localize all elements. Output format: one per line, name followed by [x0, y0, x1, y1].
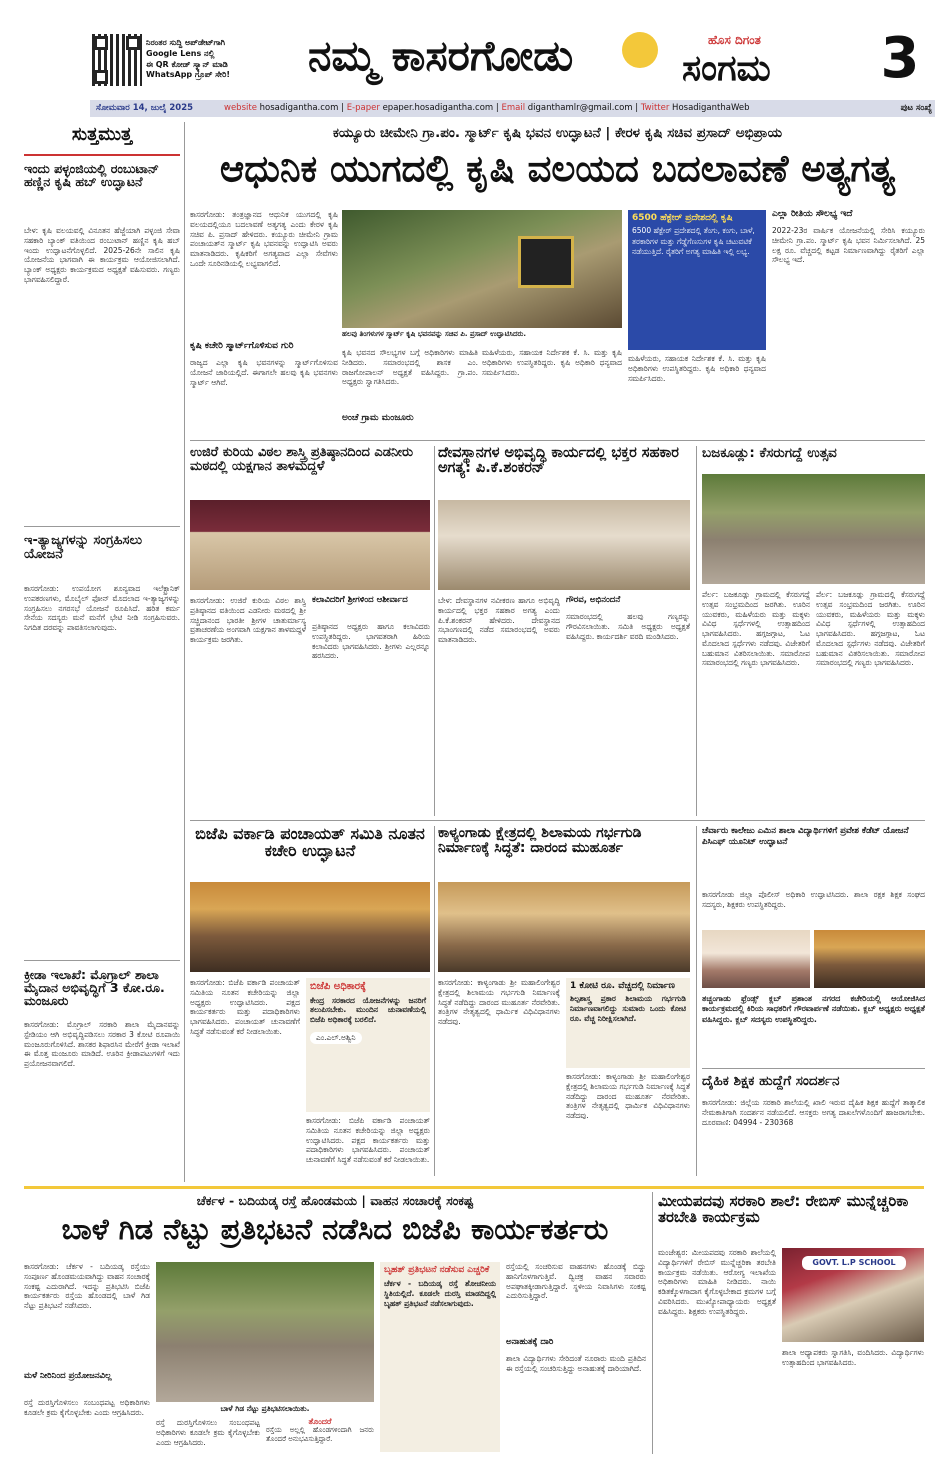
qr-code[interactable]: [92, 34, 142, 86]
contact-strip: website hosadigantha.com | E-paper epaper.hosadigantha.com | Email diganthamlr@gmail.com | Twitter HosadiganthaWeb: [224, 103, 750, 113]
story-photo: [814, 930, 925, 988]
photo-caption: ಹಲವು ತಿಂಗಳುಗಳ ಸ್ಮಾರ್ಟ್ ಕೃಷಿ ಭವನವನ್ನು ಸಚಿವ ಪಿ. ಪ್ರಸಾದ್ ಉದ್ಘಾಟಿಸಿದರು.: [342, 330, 527, 338]
story-temple: [438, 446, 690, 816]
story-body: ರಸ್ತೆ ದುರಸ್ತಿಗೊಳಿಸಲು ಸಂಬಂಧಪಟ್ಟ ಅಧಿಕಾರಿಗಳು ಕೂಡಲೇ ಕ್ರಮ ಕೈಗೊಳ್ಳಬೇಕು ಎಂದು ಆಗ್ರಹಿಸಿದರು.: [156, 1418, 260, 1447]
column-rule: [696, 826, 697, 1176]
story-photo: [438, 882, 690, 972]
story-body: ತಚ್ಚಂಗಾಡು ಫ್ರೆಂಡ್ಸ್ ಕ್ಲಬ್ ಪ್ರಶಾಂತ ನಗರದ ಕಚೇರಿಯಲ್ಲಿ ಆಯೋಜಿಸಿದ ಕಾರ್ಯಕ್ರಮದಲ್ಲಿ ಕಿರಿಯ ಸಾಧಕರಿಗೆ ಗೌರವಾರ್ಪಣೆ ನಡೆಯಿತು. ಕ್ಲಬ್ ಅಧ್ಯಕ್ಷರು ಅಧ್ಯಕ್ಷತೆ ವಹಿಸಿದ್ದರು. ಕ್ಲಬ್ ಸದಸ್ಯರು ಉಪಸ್ಥಿತರಿದ್ದರು.: [702, 994, 925, 1024]
story-headline: ಬಾಳೆ ಗಿಡ ನೆಟ್ಟು ಪ್ರತಿಭಟನೆ ನಡೆಸಿದ ಬಿಜೆಪಿ ಕಾರ್ಯಕರ್ತರು: [61, 1214, 609, 1246]
epaper-link[interactable]: epaper.hosadigantha.com: [382, 103, 494, 113]
story-body: ರಸ್ತೆಯಲ್ಲಿ ಸಂಚರಿಸುವ ವಾಹನಗಳು ಹೊಂಡಕ್ಕೆ ಬಿದ್ದು ಹಾನಿಗೊಳಗಾಗುತ್ತಿವೆ. ದ್ವಿಚಕ್ರ ವಾಹನ ಸವಾರರು ಅಪಘಾತಕ್ಕೀಡಾಗುತ್ತಿದ್ದಾರೆ. ಸ್ಥಳೀಯ ನಿವಾಸಿಗಳು ಸಂಕಷ್ಟ ಎದುರಿಸುತ್ತಿದ್ದಾರೆ.: [506, 1262, 646, 1301]
story-body: ಮಂಜೇಶ್ವರ: ಮೀಯಪದವು ಸರಕಾರಿ ಶಾಲೆಯಲ್ಲಿ ವಿದ್ಯಾರ್ಥಿಗಳಿಗೆ ರೇಬಿಸ್ ಮುನ್ನೆಚ್ಚರಿಕಾ ತರಬೇತಿ ಕಾರ್ಯಕ್ರಮ ನಡೆಯಿತು. ಆರೋಗ್ಯ ಇಲಾಖೆಯ ಅಧಿಕಾರಿಗಳು ಮಾಹಿತಿ ನೀಡಿದರು. ನಾಯಿ ಕಡಿತಕ್ಕೊಳಗಾದಾಗ ಕೈಗೊಳ್ಳಬೇಕಾದ ಕ್ರಮಗಳ ಬಗ್ಗೆ ವಿವರಿಸಿದರು. ಮುಖ್ಯೋಪಾಧ್ಯಾಯರು ಅಧ್ಯಕ್ಷತೆ ವಹಿಸಿದ್ದರು. ಶಿಕ್ಷಕರು ಉಪಸ್ಥಿತರಿದ್ದರು.: [658, 1248, 776, 1316]
story-cadet: [702, 826, 925, 926]
brand-small: ಹೊಸ ದಿಗಂತ: [708, 34, 761, 47]
column-rule: [652, 1192, 653, 1454]
qr-note-line: ಈ QR ಕೋಡ್ ಸ್ಕ್ಯಾನ್ ಮಾಡಿ: [146, 59, 228, 69]
story-kesaru: [702, 446, 925, 816]
story-subhead: ಗೌರವ, ಅಭಿನಂದನೆ: [566, 596, 621, 605]
website-label: website: [224, 103, 257, 113]
page-label: ಪುಟ ಸಂಖ್ಯೆ: [900, 103, 932, 113]
twitter-label: Twitter: [640, 103, 670, 113]
story-body: ಕಾಸರಗೋಡು: ಕಾಳ್ಯಂಗಾಡು ಶ್ರೀ ಮಹಾಲಿಂಗೇಶ್ವರ ಕ್ಷೇತ್ರದಲ್ಲಿ ಶಿಲಾಮಯ ಗರ್ಭಗುಡಿ ನಿರ್ಮಾಣಕ್ಕೆ ಸಿದ್ಧತೆ ನಡೆದಿದ್ದು ದಾರಂದ ಮುಹೂರ್ತ ನೆರವೇರಿತು. ತಂತ್ರಿಗಳ ನೇತೃತ್ವದಲ್ಲಿ ಧಾರ್ಮಿಕ ವಿಧಿವಿಧಾನಗಳು ನಡೆದವು.: [566, 1072, 690, 1120]
story-headline: ಕಾಳ್ಯಂಗಾಡು ಕ್ಷೇತ್ರದಲ್ಲಿ ಶಿಲಾಮಯ ಗರ್ಭಗುಡಿ ನಿರ್ಮಾಣಕ್ಕೆ ಸಿದ್ಧತೆ: ದಾರಂದ ಮುಹೂರ್ತ: [438, 826, 642, 856]
sidebar: [24, 122, 180, 1182]
story-body: ಕಾಸರಗೋಡು: ಬಿಜೆಪಿ ವರ್ಕಾಡಿ ಪಂಚಾಯತ್ ಸಮಿತಿಯ ನೂತನ ಕಚೇರಿಯನ್ನು ಜಿಲ್ಲಾ ಅಧ್ಯಕ್ಷರು ಉದ್ಘಾಟಿಸಿದರು. ಪಕ್ಷದ ಕಾರ್ಯಕರ್ತರು ಮತ್ತು ಪದಾಧಿಕಾರಿಗಳು ಭಾಗವಹಿಸಿದರು. ಪಂಚಾಯತ್ ಚುನಾವಣೆಗೆ ಸಿದ್ಧತೆ ನಡೆಸುವಂತೆ ಕರೆ ನೀಡಲಾಯಿತು.: [190, 978, 300, 1036]
story-body: ಶಾಲಾ ಅಧ್ಯಾಪಕರು ಸ್ವಾಗತಿಸಿ, ವಂದಿಸಿದರು. ವಿದ್ಯಾರ್ಥಿಗಳು ಉತ್ಸಾಹದಿಂದ ಭಾಗವಹಿಸಿದರು.: [782, 1348, 924, 1367]
dot-box-body: ರಸ್ತೆಯ ಅಲ್ಲಲ್ಲಿ ಹೊಂಡಗಳಿಂದಾಗಿ ಜನರು ತೊಂದರೆ ಅನುಭವಿಸುತ್ತಿದ್ದಾರೆ.: [266, 1426, 374, 1444]
sidebar-body: ಕಾಸರಗೋಡು: ಮೊಗ್ರಾಲ್ ಸರಕಾರಿ ಶಾಲಾ ಮೈದಾನವನ್ನು ಸ್ಟೇಡಿಯಂ ಆಗಿ ಅಭಿವೃದ್ಧಿಪಡಿಸಲು ಸರಕಾರ 3 ಕೋಟಿ ರೂಪಾಯಿ ಮಂಜೂರುಗೊಳಿಸಿದೆ. ಶಾಸಕರ ಶಿಫಾರಸಿನ ಮೇರೆಗೆ ಕ್ರೀಡಾ ಇಲಾಖೆ ಈ ಮೊತ್ತ ಮಂಜೂರು ಮಾಡಿದೆ. ಊರಿನ ಕ್ರೀಡಾಪಟುಗಳಿಗೆ ಇದು ಪ್ರಯೋಜನವಾಗಲಿದೆ.: [24, 1020, 180, 1068]
story-body: ಪೆರ್ಲ: ಬಜಕೂಡ್ಲು ಗ್ರಾಮದಲ್ಲಿ ಕೆಸರುಗದ್ದೆ ಉತ್ಸವ ಸಂಭ್ರಮದಿಂದ ಜರಗಿತು. ಊರಿನ ಯುವಕರು, ಮಹಿಳೆಯರು ಮತ್ತು ಮಕ್ಕಳು ವಿವಿಧ ಸ್ಪರ್ಧೆಗಳಲ್ಲಿ ಉತ್ಸಾಹದಿಂದ ಭಾಗವಹಿಸಿದರು. ಹಗ್ಗಜಗ್ಗಾಟ, ಓಟ ಮೊದಲಾದ ಸ್ಪರ್ಧೆಗಳು ನಡೆದವು. ವಿಜೇತರಿಗೆ ಬಹುಮಾನ ವಿತರಿಸಲಾಯಿತು. ಸಮಾರೋಪ ಸಮಾರಂಭದಲ್ಲಿ ಗಣ್ಯರು ಭಾಗವಹಿಸಿದರು.: [816, 590, 925, 668]
sidebar-headline: ಇಂದು ಪಳ್ಳಂಜಿಯಲ್ಲಿ ರಂಬುಟಾನ್ ಹಣ್ಣಿನ ಕೃಷಿ ಹಬ್ ಉದ್ಘಾಟನೆ: [24, 162, 159, 190]
quote-box-body: ಕೇಂದ್ರ ಸರಕಾರದ ಯೋಜನೆಗಳನ್ನು ಜನರಿಗೆ ತಲುಪಿಸಬೇಕು. ಮುಂದಿನ ಚುನಾವಣೆಯಲ್ಲಿ ಬಿಜೆಪಿ ಅಧಿಕಾರಕ್ಕೆ ಬರಲಿದೆ.: [310, 995, 426, 1024]
lead-subhead: ಕೃಷಿ ಕಚೇರಿ ಸ್ಮಾರ್ಟ್‌ಗೊಳಿಸುವ ಗುರಿ: [190, 342, 294, 351]
lead-body: ಮಹಿಳೆಯರು, ಸಹಾಯಕ ನಿರ್ದೇಶಕ ಕೆ. ಸಿ. ಮತ್ತು ಕೃಷಿ ಅಧಿಕಾರಿಗಳು ಉಪಸ್ಥಿತರಿದ್ದರು. ಕೃಷಿ ಅಧಿಕಾರಿ ಧನ್ಯವಾದ ಸಮರ್ಪಿಸಿದರು.: [482, 348, 622, 377]
website-link[interactable]: hosadigantha.com: [259, 103, 339, 113]
date-bar: [90, 100, 935, 117]
school-banner: GOVT. L.P SCHOOL: [802, 1256, 906, 1270]
masthead: [0, 0, 945, 100]
story-photo: [702, 474, 925, 584]
sidebar-headline: ಕ್ರೀಡಾ ಇಲಾಖೆ: ಮೊಗ್ರಾಲ್ ಶಾಲಾ ಮೈದಾನ ಅಭಿವೃದ್ಧಿಗೆ 3 ಕೋ.ರೂ. ಮಂಜೂರು: [24, 968, 165, 1009]
lead-headline: ಆಧುನಿಕ ಯುಗದಲ್ಲಿ ಕೃಷಿ ವಲಯದ ಬದಲಾವಣೆ ಅತ್ಯಗತ್ಯ: [219, 150, 896, 190]
story-body: ಕಾಸರಗೋಡು: ಬಿಜೆಪಿ ವರ್ಕಾಡಿ ಪಂಚಾಯತ್ ಸಮಿತಿಯ ನೂತನ ಕಚೇರಿಯನ್ನು ಜಿಲ್ಲಾ ಅಧ್ಯಕ್ಷರು ಉದ್ಘಾಟಿಸಿದರು. ಪಕ್ಷದ ಕಾರ್ಯಕರ್ತರು ಮತ್ತು ಪದಾಧಿಕಾರಿಗಳು ಭಾಗವಹಿಸಿದರು. ಪಂಚಾಯತ್ ಚುನಾವಣೆಗೆ ಸಿದ್ಧತೆ ನಡೆಸುವಂತೆ ಕರೆ ನೀಡಲಾಯಿತು.: [306, 1116, 430, 1164]
lead-body: 2022-23ರ ವಾರ್ಷಿಕ ಯೋಜನೆಯಲ್ಲಿ ಸೇರಿಸಿ ಕಯ್ಯೂರು ಚೀಮೇನಿ ಗ್ರಾ.ಪಂ. ಸ್ಮಾರ್ಟ್ ಕೃಷಿ ಭವನ ನಿರ್ಮಿಸಲಾಗಿದೆ. 25 ಲಕ್ಷ ರೂ. ವೆಚ್ಚದಲ್ಲಿ ಕಟ್ಟಡ ನಿರ್ಮಾಣವಾಗಿದ್ದು ರೈತರಿಗೆ ಎಲ್ಲಾ ಸೌಲಭ್ಯ ಇದೆ.: [772, 226, 925, 265]
alert-box: [380, 1262, 500, 1452]
column-rule: [696, 446, 697, 816]
lead-story: [190, 122, 925, 437]
divider: [190, 440, 925, 441]
story-body: ಶಾಲಾ ವಿದ್ಯಾರ್ಥಿಗಳು ಸೇರಿದಂತೆ ನೂರಾರು ಮಂದಿ ಪ್ರತಿದಿನ ಈ ರಸ್ತೆಯಲ್ಲಿ ಸಂಚರಿಸುತ್ತಿದ್ದು ಅನಾಹುತಕ್ಕೆ ದಾರಿಯಾಗಿದೆ.: [506, 1354, 646, 1373]
column-rule: [434, 826, 435, 1176]
qr-note-line: Google Lens ನಲ್ಲಿ: [146, 48, 215, 58]
dot-box: [266, 1418, 374, 1452]
lead-body: ಮಹಿಳೆಯರು, ಸಹಾಯಕ ನಿರ್ದೇಶಕ ಕೆ. ಸಿ. ಮತ್ತು ಕೃಷಿ ಅಧಿಕಾರಿಗಳು ಉಪಸ್ಥಿತರಿದ್ದರು. ಕೃಷಿ ಅಧಿಕಾರಿ ಧನ್ಯವಾದ ಸಮರ್ಪಿಸಿದರು.: [628, 354, 766, 383]
story-headline: ದೈಹಿಕ ಶಿಕ್ಷಕ ಹುದ್ದೆಗೆ ಸಂದರ್ಶನ: [702, 1074, 840, 1089]
story-subhead: ಅನಾಹುತಕ್ಕೆ ದಾರಿ: [506, 1338, 554, 1347]
divider: [702, 1068, 925, 1069]
story-body: ಕಾಸರಗೋಡು: ಉಜಿರೆ ಕುರಿಯ ವಿಠಲ ಶಾಸ್ತ್ರಿ ಪ್ರತಿಷ್ಠಾನದ ವತಿಯಿಂದ ಎಡನೀರು ಮಠದಲ್ಲಿ ಶ್ರೀ ಸಚ್ಚಿದಾನಂದ ಭಾರತೀ ಶ್ರೀಗಳ ಚಾತುರ್ಮಾಸ್ಯ ವ್ರತಾಚರಣೆಯ ಅಂಗವಾಗಿ ಯಕ್ಷಗಾನ ತಾಳಮದ್ದಳೆ ಕಾರ್ಯಕ್ರಮ ಜರಗಿತು.: [190, 596, 306, 644]
story-headline: ಬಜಕೂಡ್ಲು: ಕೆಸರುಗದ್ದೆ ಉತ್ಸವ: [702, 446, 837, 461]
story-headline: ಉಜಿರೆ ಕುರಿಯ ವಿಠಲ ಶಾಸ್ತ್ರಿ ಪ್ರತಿಷ್ಠಾನದಿಂದ ಎಡನೀರು ಮಠದಲ್ಲಿ ಯಕ್ಷಗಾನ ತಾಳಮದ್ದಳೆ: [190, 446, 413, 474]
column-rule: [184, 122, 185, 1182]
story-body: ಪೆರ್ಲ: ಬಜಕೂಡ್ಲು ಗ್ರಾಮದಲ್ಲಿ ಕೆಸರುಗದ್ದೆ ಉತ್ಸವ ಸಂಭ್ರಮದಿಂದ ಜರಗಿತು. ಊರಿನ ಯುವಕರು, ಮಹಿಳೆಯರು ಮತ್ತು ಮಕ್ಕಳು ವಿವಿಧ ಸ್ಪರ್ಧೆಗಳಲ್ಲಿ ಉತ್ಸಾಹದಿಂದ ಭಾಗವಹಿಸಿದರು. ಹಗ್ಗಜಗ್ಗಾಟ, ಓಟ ಮೊದಲಾದ ಸ್ಪರ್ಧೆಗಳು ನಡೆದವು. ವಿಜೇತರಿಗೆ ಬಹುಮಾನ ವಿತರಿಸಲಾಯಿತು. ಸಮಾರೋಪ ಸಮಾರಂಭದಲ್ಲಿ ಗಣ್ಯರು ಭಾಗವಹಿಸಿದರು.: [702, 590, 810, 668]
divider: [190, 820, 925, 821]
lead-photo: [342, 210, 622, 328]
divider: [24, 960, 180, 961]
quote-box-title: ಬಿಜೆಪಿ ಅಧಿಕಾರಕ್ಕೆ: [310, 981, 366, 992]
brand-circle: [622, 32, 658, 68]
info-box-body: 6500 ಹೆಕ್ಟೇರ್ ಪ್ರದೇಶದಲ್ಲಿ ತೆಂಗು, ಕಂಗು, ಬಾಳೆ, ತರಕಾರಿಗಳ ಮತ್ತು ಗೆಡ್ಡೆಗೆಣಸುಗಳ ಕೃಷಿ ಚಟುವಟಿಕೆ ನಡೆಯುತ್ತಿದೆ. ರೈತರಿಗೆ ಅಗತ್ಯ ಮಾಹಿತಿ ಇಲ್ಲಿ ಲಭ್ಯ.: [632, 226, 755, 256]
story-photo: [702, 930, 810, 988]
story-rabies: [658, 1192, 924, 1454]
story-yakshagana: [190, 446, 430, 816]
page-number: 3: [880, 30, 920, 91]
lead-body: ಕೃಷಿ ಭವನದ ಸೌಲಭ್ಯಗಳ ಬಗ್ಗೆ ಅಧಿಕಾರಿಗಳು ಮಾಹಿತಿ ನೀಡಿದರು. ಸಮಾರಂಭದಲ್ಲಿ ಶಾಸಕ ಎಂ. ರಾಜಗೋಪಾಲನ್ ಅಧ್ಯಕ್ಷತೆ ವಹಿಸಿದ್ದರು. ಗ್ರಾ.ಪಂ. ಅಧ್ಯಕ್ಷರು ಸ್ವಾಗತಿಸಿದರು.: [342, 348, 478, 387]
story-body: ಕಾಸರಗೋಡು ಜಿಲ್ಲಾ ಪೊಲೀಸ್ ಅಧಿಕಾರಿ ಉದ್ಘಾಟಿಸಿದರು. ಶಾಲಾ ರಕ್ಷಕ ಶಿಕ್ಷಕ ಸಂಘದ ಸದಸ್ಯರು, ಶಿಕ್ಷಕರು ಉಪಸ್ಥಿತರಿದ್ದರು.: [702, 890, 925, 909]
story-body: ಪ್ರತಿಷ್ಠಾನದ ಅಧ್ಯಕ್ಷರು ಹಾಗೂ ಕಲಾವಿದರು ಉಪಸ್ಥಿತರಿದ್ದರು. ಭಾಗವತರಾಗಿ ಹಿರಿಯ ಕಲಾವಿದರು ಭಾಗವಹಿಸಿದರು. ಶ್ರೀಗಳು ಎಲ್ಲರನ್ನೂ ಹರಸಿದರು.: [312, 622, 430, 661]
quote-box-credit: ಎಂ.ಎಲ್.ಅಶ್ವಿನಿ: [310, 1032, 362, 1044]
photo-caption: ಬಾಳೆ ಗಿಡ ನೆಟ್ಟು ಪ್ರತಿಭಟಿಸಲಾಯಿತು.: [220, 1404, 310, 1413]
sidebar-headline: ಇ-ತ್ಯಾಜ್ಯಗಳನ್ನು ಸಂಗ್ರಹಿಸಲು ಯೋಜನೆ: [24, 534, 143, 562]
qr-note-line: ನಿರಂತರ ಸುದ್ದಿ ಅಪ್‌ಡೇಟ್‌ಗಾಗಿ: [146, 38, 226, 47]
divider: [24, 154, 180, 156]
story-photo: [156, 1262, 374, 1402]
story-subhead: ಮಳೆ ನೀರಿನಿಂದ ಪ್ರಯೋಜನವಿಲ್ಲ: [24, 1372, 112, 1381]
qr-note-line: WhatsApp ಗ್ರೂಪ್ ಸೇರಿ!: [146, 70, 230, 80]
story-headline: ದೇವಸ್ಥಾನಗಳ ಅಭಿವೃದ್ಧಿ ಕಾರ್ಯದಲ್ಲಿ ಭಕ್ತರ ಸಹಕಾರ ಅಗತ್ಯ: ಪಿ.ಕೆ.ಶಂಕರನ್: [438, 446, 679, 477]
story-photo: [782, 1248, 924, 1342]
info-box-body: ಶಿಲ್ಪಶಾಸ್ತ್ರ ಪ್ರಕಾರ ಶಿಲಾಮಯ ಗರ್ಭಗುಡಿ ನಿರ್ಮಾಣವಾಗಲಿದ್ದು ಸುಮಾರು ಒಂದು ಕೋಟಿ ರೂ. ವೆಚ್ಚ ನಿರೀಕ್ಷಿಸಲಾಗಿದೆ.: [570, 994, 686, 1023]
brand-big: ಸಂಗಮ: [682, 50, 771, 89]
dot-box-title: ತೊಂದರೆ: [308, 1418, 332, 1426]
page-title: ನಮ್ಮ ಕಾಸರಗೋಡು: [308, 34, 574, 80]
story-photo: [190, 882, 430, 972]
lead-subhead: ಅಂಚೆ ಗ್ರಾಮ ಮಂಜೂರು: [342, 414, 414, 423]
story-headline: ಮೀಯಪದವು ಸರಕಾರಿ ಶಾಲೆ: ರೇಬಿಸ್ ಮುನ್ನೆಚ್ಚರಿಕಾ ತರಬೇತಿ ಕಾರ್ಯಕ್ರಮ: [658, 1194, 909, 1226]
divider: [24, 526, 180, 527]
email-label: Email: [501, 103, 526, 113]
story-subhead: ಕಲಾವಿದರಿಗೆ ಶ್ರೀಗಳಿಂದ ಆಶೀರ್ವಾದ: [312, 596, 408, 605]
story-photo: [438, 500, 690, 590]
story-body: ಬೇಳ: ದೇವಸ್ಥಾನಗಳ ನವೀಕರಣ ಹಾಗೂ ಅಭಿವೃದ್ಧಿ ಕಾರ್ಯದಲ್ಲಿ ಭಕ್ತರ ಸಹಕಾರ ಅಗತ್ಯ ಎಂದು ಪಿ.ಕೆ.ಶಂಕರನ್ ಹೇಳಿದರು. ದೇವಸ್ಥಾನದ ಸಭಾಂಗಣದಲ್ಲಿ ನಡೆದ ಸಮಾರಂಭದಲ್ಲಿ ಅವರು ಮಾತನಾಡಿದರು.: [438, 596, 560, 644]
lead-kicker: ಕಯ್ಯೂರು ಚೀಮೇನಿ ಗ್ರಾ.ಪಂ. ಸ್ಮಾರ್ಟ್ ಕೃಷಿ ಭವನ ಉದ್ಘಾಟನೆ | ಕೇರಳ ಕೃಷಿ ಸಚಿವ ಪ್ರಸಾದ್ ಅಭಿಪ್ರಾಯ: [332, 126, 783, 141]
lead-body: ಕಾಸರಗೋಡು: ತಂತ್ರಜ್ಞಾನದ ಆಧುನಿಕ ಯುಗದಲ್ಲಿ ಕೃಷಿ ವಲಯದಲ್ಲಿಯೂ ಬದಲಾವಣೆ ಅತ್ಯಗತ್ಯ ಎಂದು ಕೇರಳ ಕೃಷಿ ಸಚಿವ ಪಿ. ಪ್ರಸಾದ್ ಹೇಳಿದರು. ಕಯ್ಯೂರು ಚೀಮೇನಿ ಗ್ರಾಮ ಪಂಚಾಯತ್‌ನ ಸ್ಮಾರ್ಟ್ ಕೃಷಿ ಭವನವನ್ನು ಉದ್ಘಾಟಿಸಿ ಅವರು ಮಾತನಾಡಿದರು. ಕೃಷಿಕರಿಗೆ ಅಗತ್ಯವಾದ ಎಲ್ಲಾ ಸೇವೆಗಳು ಒಂದೇ ಸೂರಿನಡಿಯಲ್ಲಿ ಲಭ್ಯವಾಗಲಿದೆ.: [190, 210, 338, 268]
sidebar-body: ಬೇಳ: ಕೃಷಿ ವಲಯವಲ್ಲಿ ವಿನೂತನ ಹೆಜ್ಜೆಯಾಗಿ ಪಳ್ಳಂಜಿ ಸೇವಾ ಸಹಕಾರಿ ಬ್ಯಾಂಕ್ ವತಿಯಿಂದ ರಂಬುಟಾನ್ ಹಣ್ಣಿನ ಕೃಷಿ ಹಬ್ ಇಂದು ಉದ್ಘಾಟನೆಗೊಳ್ಳಲಿದೆ. 2025-26ನೇ ಸಾಲಿನ ಕೃಷಿ ಯೋಜನೆಯ ಭಾಗವಾಗಿ ಈ ಕಾರ್ಯಕ್ರಮ ಆಯೋಜಿಸಲಾಗಿದೆ. ಬ್ಯಾಂಕ್ ಅಧ್ಯಕ್ಷರು ಕಾರ್ಯಕ್ರಮದ ಅಧ್ಯಕ್ಷತೆ ವಹಿಸುವರು. ಗಣ್ಯರು ಭಾಗವಹಿಸಲಿದ್ದಾರೆ.: [24, 226, 180, 284]
story-bjp-office: [190, 826, 430, 1176]
story-headline: ಬಿಜೆಪಿ ವರ್ಕಾಡಿ ಪಂಚಾಯತ್ ಸಮಿತಿ ನೂತನ ಕಚೇರಿ ಉದ್ಘಾಟನೆ: [195, 826, 425, 860]
info-box-title: 1 ಕೋಟಿ ರೂ. ವೆಚ್ಚದಲ್ಲಿ ನಿರ್ಮಾಣ: [570, 981, 675, 991]
story-shilamaya: [438, 826, 690, 1176]
quote-box: [306, 978, 430, 1112]
story-body: ಕಾಸರಗೋಡು: ಜಿಲ್ಲೆಯ ಸರಕಾರಿ ಶಾಲೆಯಲ್ಲಿ ಖಾಲಿ ಇರುವ ದೈಹಿಕ ಶಿಕ್ಷಕ ಹುದ್ದೆಗೆ ತಾತ್ಕಾಲಿಕ ನೇಮಕಾತಿಗಾಗಿ ಸಂದರ್ಶನ ನಡೆಯಲಿದೆ. ಆಸಕ್ತರು ಅಗತ್ಯ ದಾಖಲೆಗಳೊಂದಿಗೆ ಹಾಜರಾಗಬೇಕು. ದೂರವಾಣಿ: 04994 - 230368: [702, 1098, 925, 1127]
issue-date: ಸೋಮವಾರ 14, ಜುಲೈ 2025: [96, 103, 194, 113]
sidebar-body: ಕಾಸರಗೋಡು: ಉಪಯೋಗ ಶೂನ್ಯವಾದ ಇಲೆಕ್ಟ್ರಾನಿಕ್ ಉಪಕರಣಗಳು, ಮೊಬೈಲ್ ಫೋನ್ ಮೊದಲಾದ ಇ-ತ್ಯಾಜ್ಯಗಳನ್ನು ಸಂಗ್ರಹಿಸಲು ನಗರಸಭೆ ಯೋಜನೆ ರೂಪಿಸಿದೆ. ಹರಿತ ಕರ್ಮ ಸೇನೆಯ ಸದಸ್ಯರು ಮನೆ ಮನೆಗೆ ಭೇಟಿ ನೀಡಿ ಸಂಗ್ರಹಿಸುವರು. ನಿಗದಿತ ದರವನ್ನು ಪಾವತಿಸಲಾಗುವುದು.: [24, 584, 180, 632]
story-body: ಕಾಸರಗೋಡು: ಚೆರ್ಕಳ - ಬದಿಯಡ್ಕ ರಸ್ತೆಯು ಸಂಪೂರ್ಣ ಹೊಂಡಮಯವಾಗಿದ್ದು ವಾಹನ ಸಂಚಾರಕ್ಕೆ ಸಂಕಷ್ಟ ಎದುರಾಗಿದೆ. ಇದನ್ನು ಪ್ರತಿಭಟಿಸಿ ಬಿಜೆಪಿ ಕಾರ್ಯಕರ್ತರು ರಸ್ತೆಯ ಹೊಂಡದಲ್ಲಿ ಬಾಳೆ ಗಿಡ ನೆಟ್ಟು ಪ್ರತಿಭಟನೆ ನಡೆಸಿದರು.: [24, 1262, 150, 1310]
column-rule: [434, 446, 435, 816]
story-body: ರಸ್ತೆ ದುರಸ್ತಿಗೊಳಿಸಲು ಸಂಬಂಧಪಟ್ಟ ಅಧಿಕಾರಿಗಳು ಕೂಡಲೇ ಕ್ರಮ ಕೈಗೊಳ್ಳಬೇಕು ಎಂದು ಆಗ್ರಹಿಸಿದರು.: [24, 1398, 150, 1417]
story-photo: [190, 500, 430, 590]
info-box: [628, 210, 766, 350]
alert-box-title: ಬೃಹತ್ ಪ್ರತಿಭಟನೆ ನಡೆಸುವ ಎಚ್ಚರಿಕೆ: [384, 1265, 490, 1275]
qr-note: [146, 38, 306, 90]
info-box-title: 6500 ಹೆಕ್ಟೇರ್ ಪ್ರದೇಶದಲ್ಲಿ ಕೃಷಿ: [632, 213, 733, 223]
story-body: ಕಾಸರಗೋಡು: ಕಾಳ್ಯಂಗಾಡು ಶ್ರೀ ಮಹಾಲಿಂಗೇಶ್ವರ ಕ್ಷೇತ್ರದಲ್ಲಿ ಶಿಲಾಮಯ ಗರ್ಭಗುಡಿ ನಿರ್ಮಾಣಕ್ಕೆ ಸಿದ್ಧತೆ ನಡೆದಿದ್ದು ದಾರಂದ ಮುಹೂರ್ತ ನೆರವೇರಿತು. ತಂತ್ರಿಗಳ ನೇತೃತ್ವದಲ್ಲಿ ಧಾರ್ಮಿಕ ವಿಧಿವಿಧಾನಗಳು ನಡೆದವು.: [438, 978, 560, 1026]
story-kicker: ಚೆರ್ಕಳ - ಬದಿಯಡ್ಕ ರಸ್ತೆ ಹೊಂಡಮಯ | ವಾಹನ ಸಂಚಾರಕ್ಕೆ ಸಂಕಷ್ಟ: [196, 1194, 474, 1208]
story-headline: ಚೆರ್ವಾರು ಕಾಲೇಜು ಎಮಿನ ಶಾಲಾ ವಿದ್ಯಾರ್ಥಿಗಳಿಗೆ ಪ್ರವೇಶ ಕೆಡೆಟ್ ಯೋಜನೆ ಪಿಸಿಎಫ್ ಯೂನಿಟ್ ಉದ್ಘಾಟನೆ: [702, 826, 909, 848]
lead-body: ರಾಜ್ಯದ ಎಲ್ಲಾ ಕೃಷಿ ಭವನಗಳನ್ನು ಸ್ಮಾರ್ಟ್‌ಗೊಳಿಸುವ ಯೋಜನೆ ಜಾರಿಯಲ್ಲಿದೆ. ಈಗಾಗಲೇ ಹಲವು ಕೃಷಿ ಭವನಗಳು ಸ್ಮಾರ್ಟ್ ಆಗಿವೆ.: [190, 358, 338, 387]
twitter-link[interactable]: HosadiganthaWeb: [672, 103, 750, 113]
alert-box-body: ಚೆರ್ಕಳ - ಬದಿಯಡ್ಕ ರಸ್ತೆ ಶೋಚನೀಯ ಸ್ಥಿತಿಯಲ್ಲಿದೆ. ಕೂಡಲೇ ದುರಸ್ತಿ ಮಾಡದಿದ್ದಲ್ಲಿ ಬೃಹತ್ ಪ್ರತಿಭಟನೆ ನಡೆಸಲಾಗುವುದು.: [384, 1279, 496, 1308]
info-box: [566, 978, 690, 1068]
section-title: ಸುತ್ತಮುತ್ತ: [71, 126, 133, 145]
lead-subhead: ಎಲ್ಲಾ ರೀತಿಯ ಸೌಲಭ್ಯ ಇದೆ: [772, 210, 853, 219]
story-body: ಸಮಾರಂಭದಲ್ಲಿ ಹಲವು ಗಣ್ಯರನ್ನು ಗೌರವಿಸಲಾಯಿತು. ಸಮಿತಿ ಅಧ್ಯಕ್ಷರು ಅಧ್ಯಕ್ಷತೆ ವಹಿಸಿದ್ದರು. ಕಾರ್ಯದರ್ಶಿ ವರದಿ ಮಂಡಿಸಿದರು.: [566, 612, 690, 641]
email-link[interactable]: diganthamlr@gmail.com: [527, 103, 633, 113]
divider: [24, 1186, 924, 1189]
epaper-label: E-paper: [346, 103, 380, 113]
story-protest: [24, 1192, 646, 1454]
plaque-photo: [518, 236, 574, 288]
